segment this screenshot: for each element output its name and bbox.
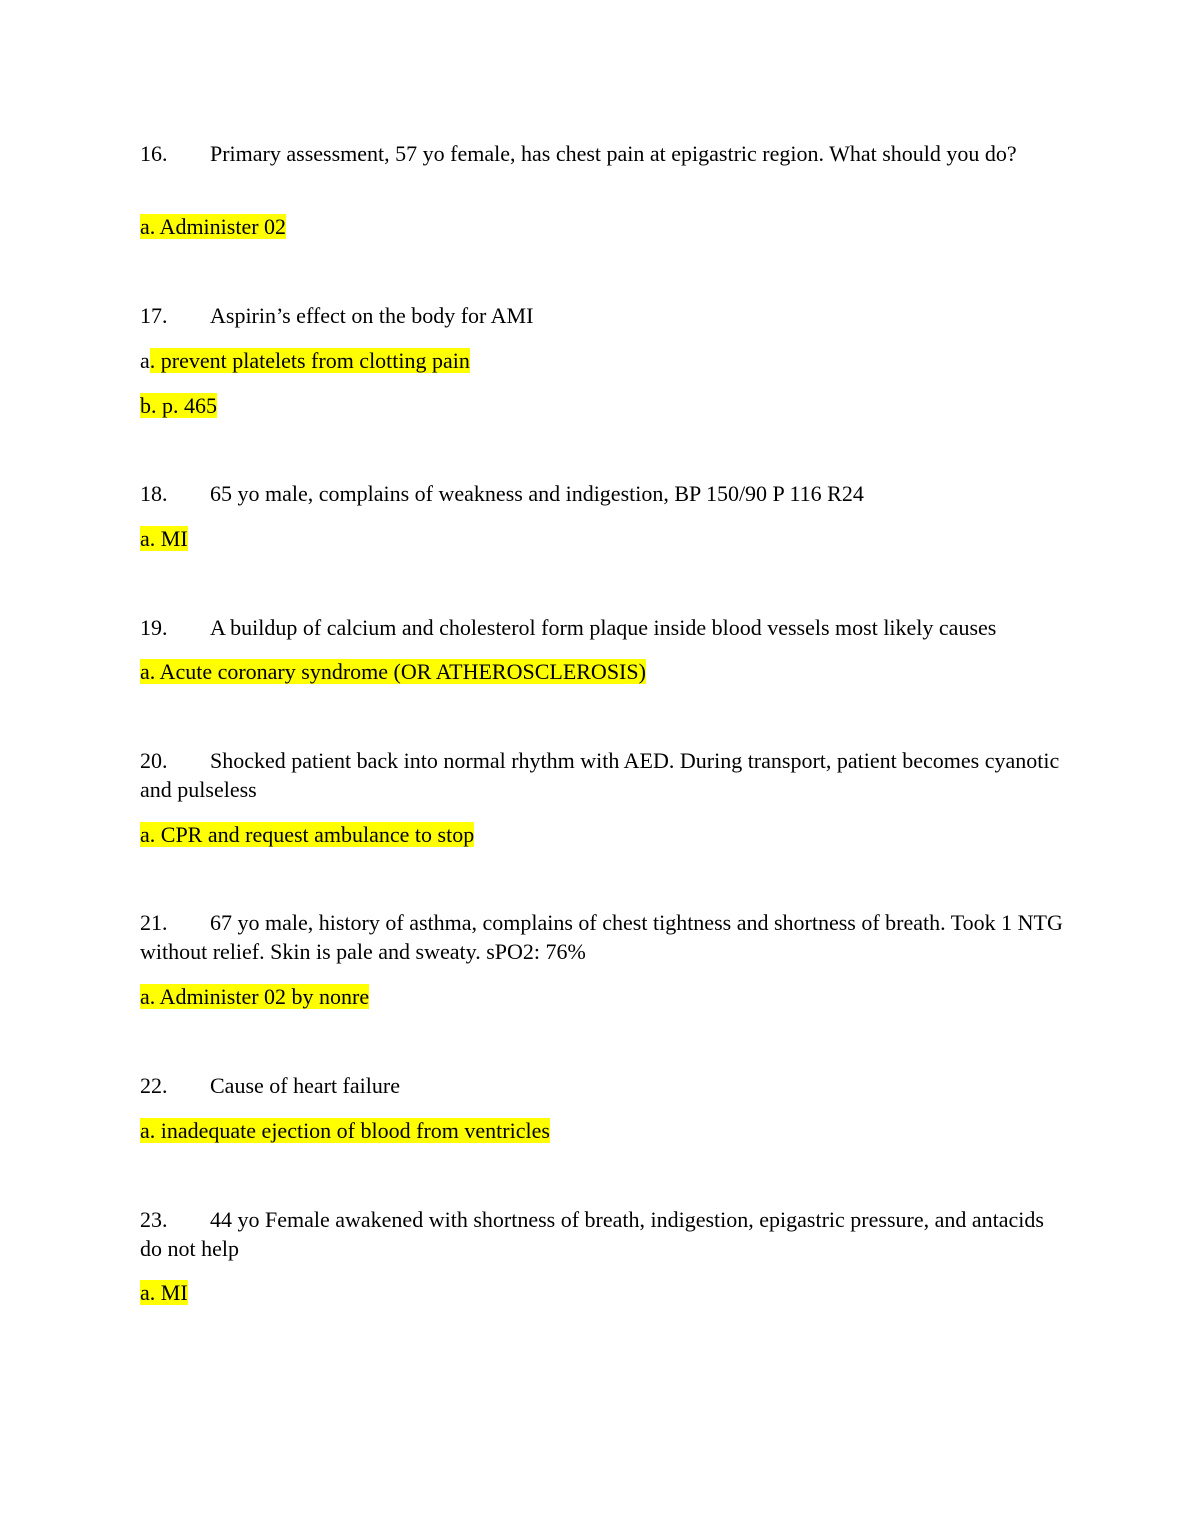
highlighted-answer: a. Acute coronary syndrome (OR ATHEROSCLEROSIS) [140,659,646,684]
highlighted-answer: a. CPR and request ambulance to stop [140,822,475,847]
question-text [140,479,1060,508]
question-body: 65 yo male, complains of weakness and indigestion, BP 150/90 P 116 R24 [210,481,864,506]
answer-21a [140,982,369,1011]
highlighted-answer: . prevent platelets from clotting pain [149,348,470,373]
highlighted-answer: b. p. 465 [140,393,217,418]
question-21 [140,908,1070,966]
question-number: 22. [140,1073,168,1098]
answer-16a [140,212,286,241]
question-body: 67 yo male, history of asthma, complains of chest tightness and shortness of breath. Took 1 NTG without relief. Skin is pale and sweaty. sPO2: 76% [140,910,1063,964]
answer-17b [140,391,217,420]
answer-18a [140,524,188,553]
question-text [140,1205,1060,1263]
question-text [140,746,1060,804]
question-text [140,139,1060,168]
answer-22a [140,1116,550,1145]
question-body: 44 yo Female awakened with shortness of breath, indigestion, epigastric pressure, and antacids do not help [140,1207,1044,1261]
question-body: Cause of heart failure [210,1073,400,1098]
question-number: 21. [140,910,168,935]
highlighted-answer: a. inadequate ejection of blood from ventricles [140,1118,550,1143]
question-23 [140,1205,1060,1263]
question-text [140,613,1080,642]
question-number: 20. [140,748,168,773]
question-number: 17. [140,303,168,328]
highlighted-answer: a. Administer 02 [140,214,287,239]
question-text [140,301,1060,330]
highlighted-answer: a. Administer 02 by nonre [140,984,370,1009]
question-19 [140,613,1080,642]
question-body: A buildup of calcium and cholesterol form plaque inside blood vessels most likely causes [210,615,997,640]
answer-prefix: a [140,348,150,373]
question-17 [140,301,1060,330]
question-16 [140,139,1060,168]
answer-20a [140,820,474,849]
question-number: 18. [140,481,168,506]
question-body: Aspirin’s effect on the body for AMI [210,303,534,328]
question-body: Shocked patient back into normal rhythm with AED. During transport, patient becomes cyanotic and pulseless [140,748,1060,802]
answer-17a [140,346,470,375]
question-18 [140,479,1060,508]
highlighted-answer: a. MI [140,526,188,551]
question-number: 16. [140,141,168,166]
question-number: 23. [140,1207,168,1232]
question-text [140,1071,1060,1100]
question-text [140,908,1070,966]
answer-23a [140,1278,188,1307]
question-body: Primary assessment, 57 yo female, has chest pain at epigastric region. What should you do? [210,141,1017,166]
question-20 [140,746,1060,804]
answer-19a [140,657,646,686]
highlighted-answer: a. MI [140,1280,188,1305]
question-number: 19. [140,615,168,640]
question-22 [140,1071,1060,1100]
